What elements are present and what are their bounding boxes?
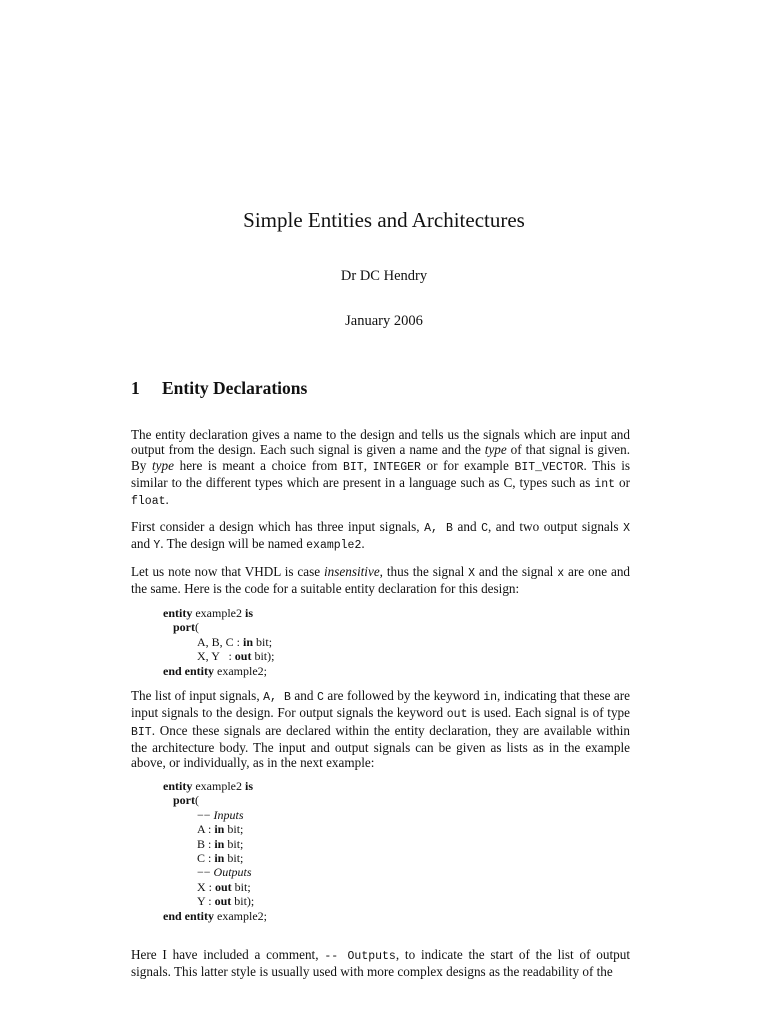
code-line	[163, 865, 267, 879]
text-run: , and two output signals	[487, 519, 624, 534]
code-run: INTEGER	[372, 460, 421, 474]
text-run: and	[452, 519, 482, 534]
code-line	[163, 606, 274, 620]
code-line	[163, 649, 274, 663]
text-run: Let us note now that VHDL is case	[131, 564, 324, 579]
italic-run: type	[484, 442, 507, 458]
code-run: int	[594, 477, 616, 491]
text-run: . Once these signals are declared within the entity declaration, they are available within the architecture body. The input and output signals can be given as lists as in the example above, or individually, as in the next example:	[131, 722, 630, 771]
code-text: example2	[192, 606, 245, 620]
text-run: .	[361, 536, 365, 552]
text-run: here is meant a choice from	[173, 457, 343, 473]
paragraph-comment-note	[131, 947, 630, 980]
code-text: (	[195, 793, 199, 808]
code-line	[163, 837, 267, 851]
code-run: example2	[306, 539, 362, 553]
italic-run: type	[152, 457, 174, 473]
text-run: or for example	[420, 457, 515, 473]
text-run: .	[165, 492, 169, 508]
code-text: bit;	[224, 836, 244, 851]
section-heading	[131, 378, 307, 399]
text-run: ,	[363, 457, 373, 473]
code-listing-2	[163, 779, 267, 923]
code-text: bit);	[231, 894, 255, 909]
keyword: entity	[163, 779, 193, 793]
keyword: port	[173, 620, 195, 635]
code-text: Y :	[197, 894, 215, 909]
code-run: float	[131, 495, 166, 509]
keyword: end entity	[163, 908, 214, 923]
code-text: bit);	[251, 649, 275, 664]
code-text: X :	[197, 879, 215, 894]
text-run: , thus the signal	[379, 564, 469, 579]
code-run: X	[468, 567, 476, 580]
paragraph-entity-intro	[131, 427, 630, 509]
text-run: and the signal	[475, 564, 558, 579]
document-date: January 2006	[345, 313, 423, 329]
code-line	[163, 664, 274, 678]
keyword: in	[214, 850, 225, 865]
text-run: Here I have included a comment,	[131, 947, 325, 962]
code-line	[163, 880, 267, 894]
keyword: port	[173, 793, 195, 808]
text-run: , indicating that these are input signals to the design. For output signals the keyword	[131, 688, 631, 721]
code-line	[163, 851, 267, 865]
keyword: is	[244, 779, 253, 793]
keyword: out	[234, 649, 252, 664]
code-text: X, Y :	[197, 649, 235, 664]
paragraph-signal-list	[131, 688, 630, 770]
keyword: out	[214, 894, 232, 909]
code-run: BIT_VECTOR	[514, 460, 584, 474]
text-run: of that signal is given. By	[131, 442, 630, 473]
code-text: C :	[197, 850, 215, 865]
code-text: bit;	[231, 879, 251, 894]
paragraph-case-insensitive	[131, 564, 630, 597]
code-run: -- Outputs	[324, 950, 396, 963]
code-run: Y	[153, 539, 161, 553]
code-run: C	[481, 522, 488, 535]
keyword: in	[214, 836, 225, 851]
keyword: in	[214, 822, 225, 837]
code-run: A, B	[424, 522, 453, 535]
code-text: (	[195, 620, 199, 635]
code-line	[163, 822, 267, 836]
code-line	[163, 635, 274, 649]
text-run: The list of input signals,	[131, 688, 264, 703]
code-run: BIT	[342, 460, 364, 474]
keyword: in	[243, 634, 254, 649]
italic-run: insensitive	[324, 564, 380, 579]
text-run: are one and the same. Here is the code for a suitable entity declaration for this design:	[131, 564, 631, 597]
comment: Outputs	[213, 865, 252, 880]
code-line	[163, 620, 274, 634]
code-text: A :	[197, 822, 215, 837]
text-run: , to indicate the start of the list of output signals. This latter style is usually used with more complex designs as the readability of the	[131, 947, 630, 980]
code-line	[163, 779, 267, 793]
document-title: Simple Entities and Architectures	[243, 208, 525, 232]
code-text: A, B, C :	[197, 634, 244, 649]
text-run: are followed by the keyword	[323, 688, 484, 703]
keyword: end entity	[163, 663, 214, 678]
comment: Inputs	[213, 807, 244, 822]
code-text: bit;	[224, 850, 244, 865]
code-text: −−	[197, 865, 214, 880]
code-text: B :	[197, 836, 215, 851]
text-run: and	[290, 688, 317, 703]
code-run: C	[316, 691, 324, 704]
code-line	[163, 894, 267, 908]
paragraph-design-signals	[131, 519, 630, 554]
code-run: BIT	[131, 725, 152, 739]
code-run: out	[446, 708, 468, 722]
code-run: A, B	[263, 691, 291, 704]
text-run: The entity declaration gives a name to the design and tells us the signals which are input and output from the design. Each such signal is given a name and the	[131, 427, 630, 458]
text-run: . The design will be named	[160, 536, 307, 552]
text-run: First consider a design which has three input signals,	[131, 519, 425, 534]
section-number: 1	[131, 378, 140, 398]
code-listing-1	[163, 606, 274, 678]
keyword: out	[215, 879, 232, 894]
code-line	[163, 793, 267, 807]
code-run: in	[483, 691, 498, 704]
code-text: bit;	[253, 634, 273, 649]
section-title: Entity Declarations	[162, 378, 308, 398]
keyword: is	[244, 606, 253, 620]
code-text: bit;	[224, 822, 244, 837]
keyword: entity	[163, 606, 193, 620]
code-line	[163, 808, 267, 822]
text-run: . This is similar to the different types which are present in a language such as C, types such as	[131, 457, 631, 490]
code-text: example2;	[214, 908, 267, 923]
code-text: example2	[192, 779, 245, 793]
code-run: x	[557, 567, 565, 580]
code-text: −−	[197, 807, 214, 822]
code-line	[163, 909, 267, 923]
text-run: is used. Each signal is of type	[467, 705, 631, 721]
code-text: example2;	[214, 663, 267, 678]
text-run: and	[131, 536, 154, 552]
document-author: Dr DC Hendry	[340, 268, 428, 284]
text-run: or	[615, 474, 630, 490]
code-run: X	[623, 522, 630, 535]
